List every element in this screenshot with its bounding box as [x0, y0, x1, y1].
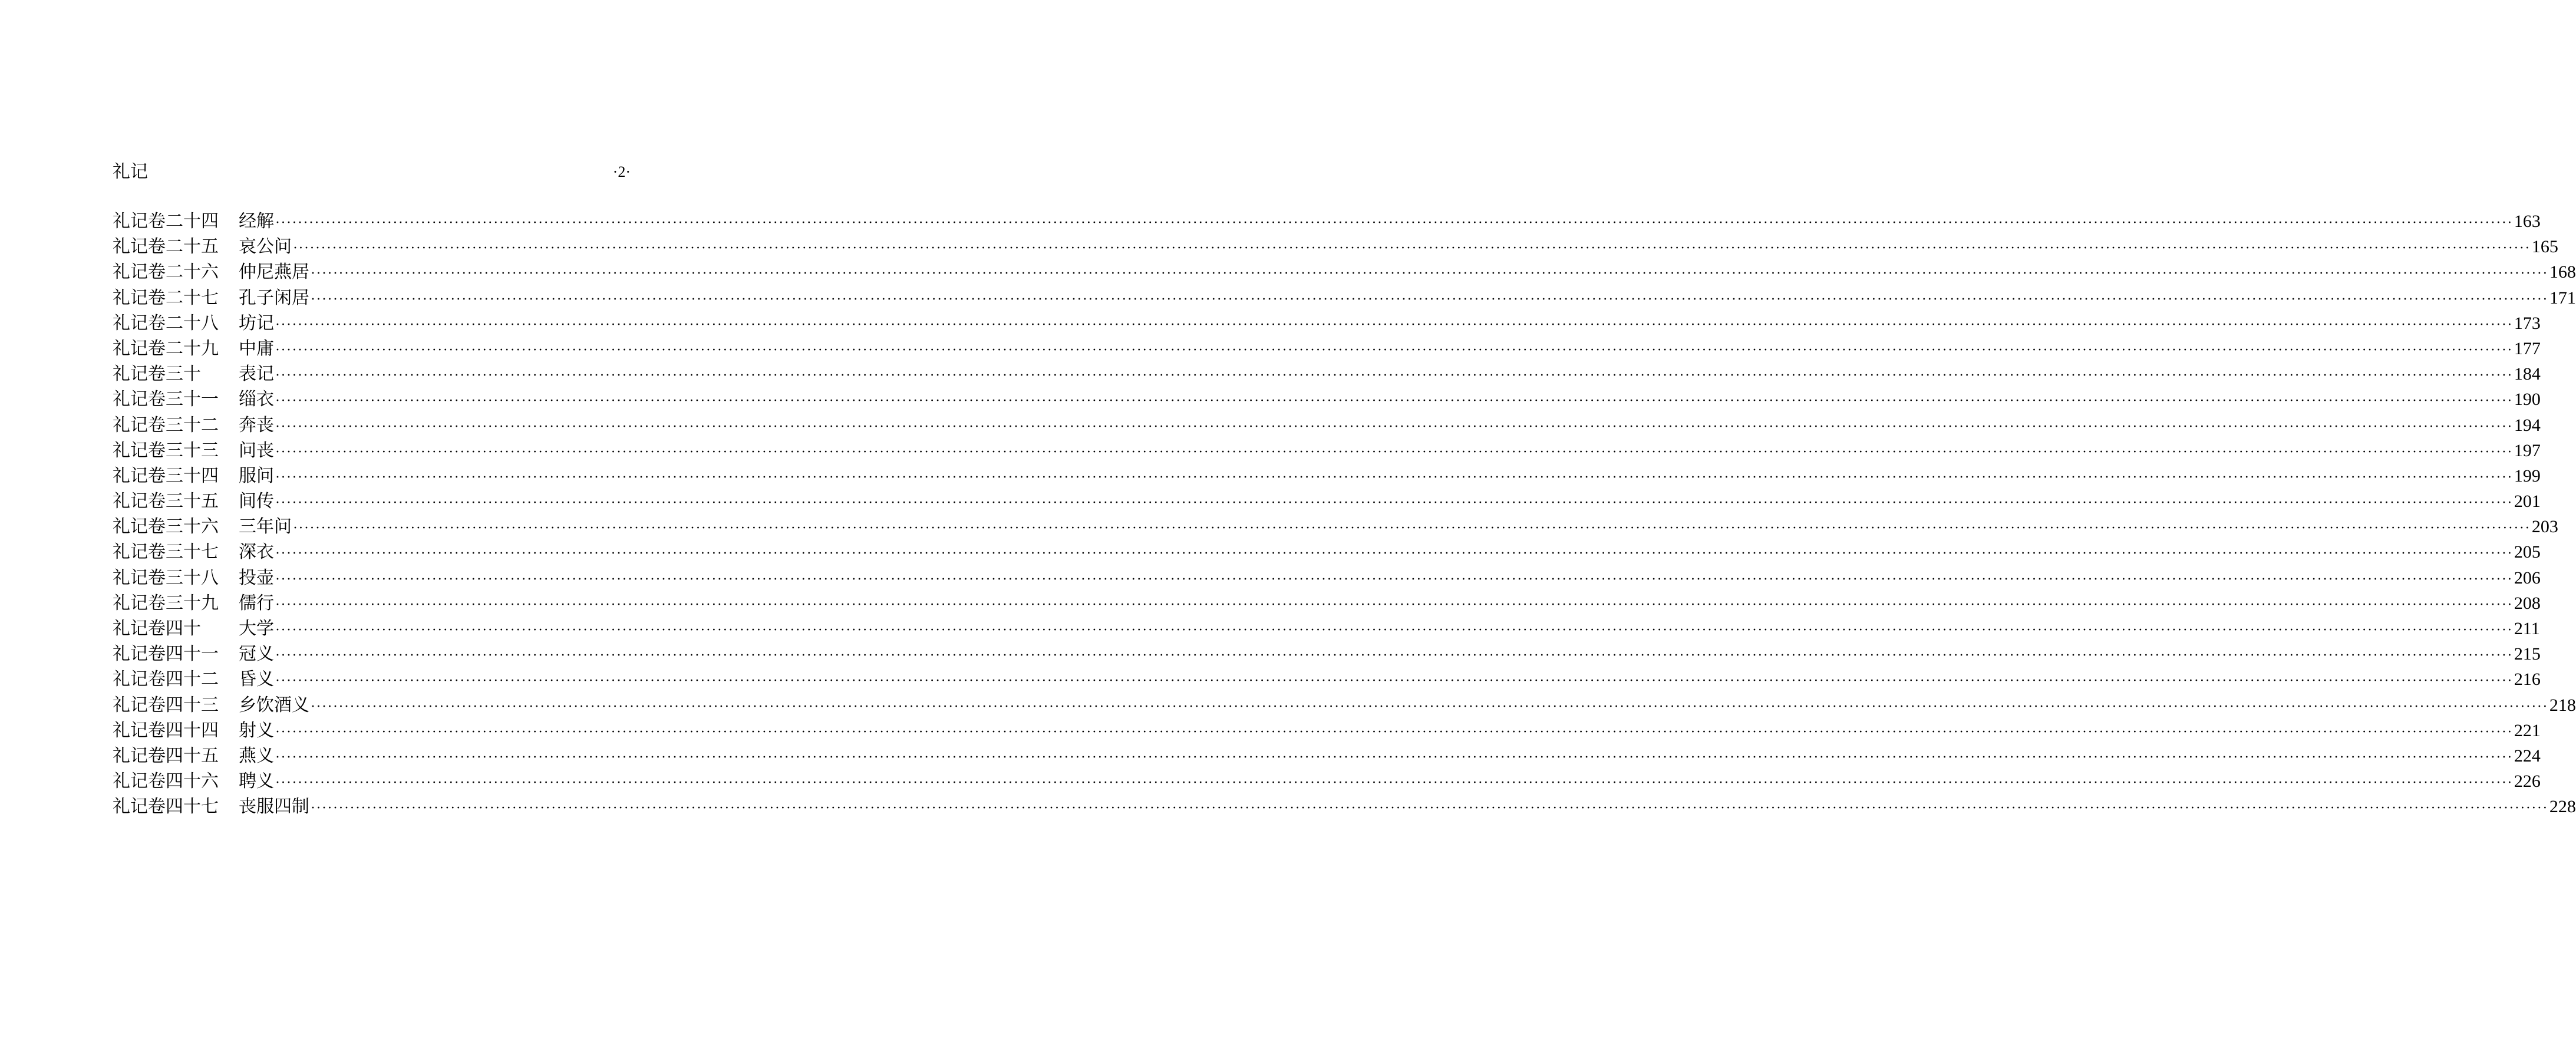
toc-entry[interactable] [113, 489, 2541, 514]
toc-page: 224 [2514, 746, 2541, 766]
toc-entry[interactable] [113, 438, 2541, 463]
toc-entry[interactable] [113, 361, 2541, 387]
toc-entry[interactable] [113, 641, 2541, 667]
toc-title: 中庸 [239, 338, 274, 359]
toc-page: 168 [2549, 262, 2576, 282]
toc-title: 冠义 [239, 644, 274, 665]
toc-title: 间传 [239, 491, 274, 512]
toc-volume: 礼记卷二十五 [113, 236, 219, 258]
toc-page: 165 [2531, 237, 2558, 257]
toc-title: 表记 [239, 364, 274, 385]
dot-leader: ················································································································································································································································································································································································································ [275, 571, 2513, 587]
toc-title: 经解 [239, 211, 274, 232]
toc-volume: 礼记卷三十四 [113, 465, 219, 486]
toc-page: 199 [2514, 466, 2541, 486]
table-of-contents [113, 209, 2576, 820]
toc-entry[interactable] [113, 539, 2541, 565]
toc-page: 216 [2514, 670, 2541, 690]
toc-entry[interactable] [113, 514, 2558, 539]
toc-title: 燕义 [239, 745, 274, 766]
toc-volume: 礼记卷三十八 [113, 567, 219, 588]
toc-title: 深衣 [239, 542, 274, 563]
toc-page: 228 [2549, 797, 2576, 817]
toc-title: 聘义 [239, 771, 274, 792]
toc-entry[interactable] [113, 209, 2541, 234]
toc-volume: 礼记卷三十五 [113, 491, 219, 512]
toc-title: 三年问 [239, 516, 292, 538]
toc-page: 184 [2514, 364, 2541, 384]
toc-entry[interactable] [113, 718, 2541, 743]
dot-leader: ················································································································································································································································································································································································································ [275, 215, 2513, 230]
toc-volume: 礼记卷二十九 [113, 338, 219, 359]
toc-volume: 礼记卷三十 [113, 364, 201, 385]
toc-volume: 礼记卷四十一 [113, 644, 219, 665]
toc-entry[interactable] [113, 743, 2541, 769]
dot-leader: ················································································································································································································································································································································································································ [293, 240, 2531, 256]
dot-leader: ················································································································································································································································································································································································································ [275, 546, 2513, 562]
toc-title: 儒行 [239, 592, 274, 614]
dot-leader: ················································································································································································································································································································································································································ [311, 266, 2548, 282]
toc-volume: 礼记卷二十六 [113, 262, 219, 283]
toc-page: 194 [2514, 415, 2541, 435]
dot-leader: ················································································································································································································································································································································································································ [275, 775, 2513, 791]
dot-leader: ················································································································································································································································································································································································································ [275, 648, 2513, 664]
dot-leader: ················································································································································································································································································································································································································ [275, 596, 2513, 612]
dot-leader: ················································································································································································································································································································································································································ [311, 698, 2548, 714]
toc-volume: 礼记卷四十 [113, 618, 201, 639]
dot-leader: ················································································································································································································································································································································································································ [275, 724, 2513, 740]
toc-title: 缁衣 [239, 389, 274, 410]
toc-title: 奔丧 [239, 414, 274, 436]
toc-entry[interactable] [113, 463, 2541, 489]
toc-entry[interactable] [113, 693, 2576, 718]
toc-volume: 礼记卷二十四 [113, 211, 219, 232]
dot-leader: ················································································································································································································································································································································································································ [275, 368, 2513, 384]
dot-leader: ················································································································································································································································································································································································································ [275, 393, 2513, 409]
toc-page: 201 [2514, 492, 2541, 512]
toc-entry[interactable] [113, 616, 2540, 641]
book-title: 礼记 [113, 161, 148, 182]
toc-page: 206 [2514, 568, 2541, 588]
toc-volume: 礼记卷三十七 [113, 542, 219, 563]
toc-title: 问丧 [239, 440, 274, 461]
dot-leader: ················································································································································································································································································································································································································ [311, 800, 2548, 816]
toc-title: 昏义 [239, 669, 274, 690]
toc-volume: 礼记卷四十四 [113, 720, 219, 741]
toc-title: 大学 [239, 618, 274, 639]
toc-page: 197 [2514, 440, 2541, 460]
toc-entry[interactable] [113, 769, 2541, 794]
toc-title: 射义 [239, 720, 274, 741]
toc-entry[interactable] [113, 336, 2541, 361]
toc-volume: 礼记卷三十九 [113, 592, 219, 614]
toc-page: 226 [2514, 772, 2541, 792]
toc-entry[interactable] [113, 234, 2558, 259]
toc-entry[interactable] [113, 413, 2541, 438]
toc-title: 仲尼燕居 [239, 262, 309, 283]
dot-leader: ················································································································································································································································································································································································································ [275, 444, 2513, 460]
toc-page: 163 [2514, 212, 2541, 231]
toc-title: 孔子闲居 [239, 287, 309, 308]
toc-entry[interactable] [113, 259, 2576, 285]
toc-entry[interactable] [113, 591, 2541, 616]
toc-volume: 礼记卷三十六 [113, 516, 219, 538]
toc-volume: 礼记卷四十五 [113, 745, 219, 766]
toc-title: 坊记 [239, 312, 274, 334]
toc-entry[interactable] [113, 565, 2541, 591]
toc-volume: 礼记卷三十二 [113, 414, 219, 436]
toc-volume: 礼记卷二十七 [113, 287, 219, 308]
dot-leader: ················································································································································································································································································································································································································ [275, 622, 2513, 638]
toc-volume: 礼记卷四十三 [113, 694, 219, 716]
dot-leader: ················································································································································································································································································································································································································ [275, 342, 2513, 358]
page-number: ·2· [612, 163, 631, 180]
toc-title: 丧服四制 [239, 796, 309, 818]
toc-volume: 礼记卷三十三 [113, 440, 219, 461]
toc-volume: 礼记卷四十六 [113, 771, 219, 792]
dot-leader: ················································································································································································································································································································································································································ [275, 749, 2513, 765]
toc-title: 哀公问 [239, 236, 292, 258]
dot-leader: ················································································································································································································································································································································································································ [275, 469, 2513, 485]
toc-page: 208 [2514, 593, 2541, 613]
dot-leader: ················································································································································································································································································································································································································ [275, 418, 2513, 434]
toc-page: 173 [2514, 313, 2541, 333]
toc-entry[interactable] [113, 285, 2576, 311]
toc-page: 221 [2514, 720, 2541, 740]
toc-entry[interactable] [113, 311, 2541, 336]
toc-page: 218 [2549, 695, 2576, 715]
dot-leader: ················································································································································································································································································································································································································ [275, 317, 2513, 332]
toc-page: 215 [2514, 644, 2541, 664]
toc-page: 203 [2531, 517, 2558, 537]
toc-page: 177 [2514, 338, 2541, 358]
dot-leader: ················································································································································································································································································································································································································ [275, 673, 2513, 689]
dot-leader: ················································································································································································································································································································································································································ [311, 291, 2548, 307]
toc-volume: 礼记卷四十七 [113, 796, 219, 818]
toc-entry[interactable] [113, 667, 2541, 692]
toc-page: 190 [2514, 390, 2541, 410]
toc-entry[interactable] [113, 387, 2541, 412]
dot-leader: ················································································································································································································································································································································································································ [275, 495, 2513, 511]
toc-title: 服问 [239, 465, 274, 486]
dot-leader: ················································································································································································································································································································································································································ [293, 520, 2531, 536]
toc-page: 171 [2549, 288, 2576, 308]
toc-entry[interactable] [113, 794, 2576, 819]
toc-page: 205 [2514, 542, 2541, 562]
toc-title: 投壶 [239, 567, 274, 588]
toc-title: 乡饮酒义 [239, 694, 309, 716]
toc-volume: 礼记卷三十一 [113, 389, 219, 410]
toc-volume: 礼记卷四十二 [113, 669, 219, 690]
toc-page: 211 [2514, 619, 2540, 638]
toc-volume: 礼记卷二十八 [113, 312, 219, 334]
